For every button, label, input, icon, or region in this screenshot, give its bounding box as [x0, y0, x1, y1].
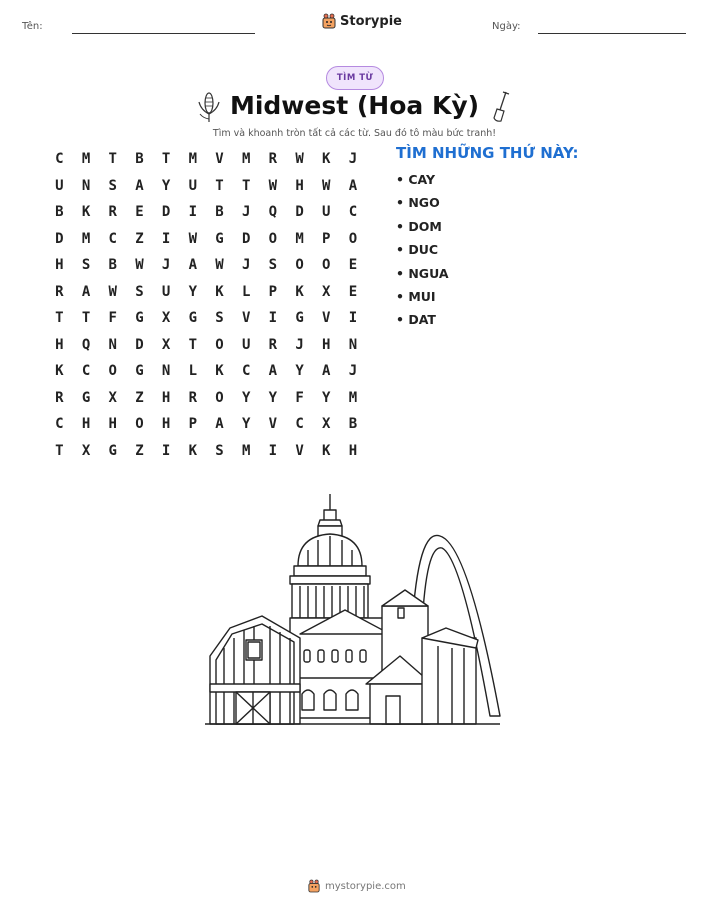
grid-cell[interactable]: T — [161, 151, 171, 168]
grid-cell[interactable]: S — [81, 257, 91, 274]
grid-cell[interactable]: R — [268, 336, 278, 353]
grid-cell[interactable]: R — [268, 151, 278, 168]
storypie-mascot-icon — [322, 13, 336, 29]
word-list-item: • DOM — [396, 218, 442, 234]
grid-cell[interactable]: G — [108, 442, 117, 459]
grid-cell[interactable]: P — [322, 230, 331, 247]
grid-cell[interactable]: J — [348, 151, 358, 168]
grid-cell[interactable]: V — [268, 416, 278, 433]
grid-cell[interactable]: M — [241, 442, 251, 459]
grid-cell[interactable]: H — [55, 257, 64, 274]
grid-cell[interactable]: T — [55, 310, 64, 327]
grid-cell[interactable]: K — [322, 151, 331, 168]
grid-cell[interactable]: P — [188, 416, 197, 433]
grid-cell[interactable]: V — [322, 310, 331, 327]
grid-cell[interactable]: R — [108, 204, 117, 221]
grid-cell[interactable]: M — [81, 151, 91, 168]
grid-cell[interactable]: S — [215, 310, 224, 327]
grid-cell[interactable]: J — [348, 363, 358, 380]
grid-cell[interactable]: H — [81, 416, 91, 433]
grid-cell[interactable]: G — [135, 310, 144, 327]
grid-cell[interactable]: V — [241, 310, 251, 327]
grid-cell[interactable]: V — [295, 442, 304, 459]
grid-cell[interactable]: H — [295, 177, 304, 194]
grid-cell[interactable]: G — [81, 389, 91, 406]
grid-cell[interactable]: L — [188, 363, 197, 380]
grid-cell[interactable]: R — [55, 283, 64, 300]
grid-cell[interactable]: Z — [135, 442, 144, 459]
grid-cell[interactable]: L — [241, 283, 251, 300]
grid-cell[interactable]: J — [241, 204, 251, 221]
grid-cell[interactable]: K — [215, 363, 224, 380]
grid-cell[interactable]: A — [215, 416, 224, 433]
grid-cell[interactable]: U — [241, 336, 251, 353]
word-list-item: • CAY — [396, 172, 436, 187]
grid-cell[interactable]: H — [108, 416, 117, 433]
grid-cell[interactable]: Y — [295, 363, 304, 380]
grid-cell[interactable]: M — [241, 151, 251, 168]
grid-cell[interactable]: T — [108, 151, 117, 168]
grid-cell[interactable]: Y — [188, 283, 197, 300]
grid-cell[interactable]: G — [215, 230, 224, 247]
grid-cell[interactable]: O — [322, 257, 331, 274]
grid-cell[interactable]: G — [135, 363, 144, 380]
grid-cell[interactable]: J — [295, 336, 304, 353]
grid-cell[interactable]: G — [295, 310, 304, 327]
grid-cell[interactable]: T — [55, 442, 64, 459]
name-label: Tên: — [22, 21, 43, 32]
grid-cell[interactable]: I — [268, 442, 278, 459]
grid-cell[interactable]: M — [81, 230, 91, 247]
grid-cell[interactable]: U — [322, 204, 331, 221]
grid-cell[interactable]: N — [81, 177, 91, 194]
instructions: Tìm và khoanh tròn tất cả các từ. Sau đó tô màu bức tranh! — [212, 128, 497, 139]
grid-cell[interactable]: I — [161, 230, 171, 247]
grid-cell[interactable]: D — [295, 204, 304, 221]
grid-cell[interactable]: X — [322, 416, 331, 433]
grid-cell[interactable]: Z — [135, 230, 144, 247]
grid-cell[interactable]: K — [322, 442, 331, 459]
grid-cell[interactable]: B — [215, 204, 224, 221]
grid-cell[interactable]: W — [135, 257, 144, 274]
shovel-icon — [490, 90, 512, 124]
word-list-item: • DAT — [396, 312, 436, 328]
grid-cell[interactable]: R — [55, 389, 64, 406]
grid-cell[interactable]: Y — [241, 416, 251, 433]
grid-cell[interactable]: H — [161, 389, 171, 406]
grid-cell[interactable]: I — [348, 310, 358, 327]
grid-cell[interactable]: C — [55, 416, 64, 433]
grid-cell[interactable]: Y — [241, 389, 251, 406]
grid-cell[interactable]: A — [348, 177, 358, 194]
grid-cell[interactable]: E — [348, 257, 358, 274]
page-title: Midwest (Hoa Kỳ) — [229, 91, 480, 120]
grid-cell[interactable]: H — [348, 442, 358, 459]
grid-cell[interactable]: I — [188, 204, 197, 221]
grid-cell[interactable]: W — [215, 257, 224, 274]
grid-cell[interactable]: D — [135, 336, 144, 353]
word-list-item: • NGO — [396, 195, 440, 211]
grid-cell[interactable]: D — [55, 230, 64, 247]
grid-cell[interactable]: Y — [161, 177, 171, 194]
grid-cell[interactable]: A — [322, 363, 331, 380]
grid-cell[interactable]: Z — [135, 389, 144, 406]
grid-cell[interactable]: S — [135, 283, 144, 300]
date-label: Ngày: — [492, 21, 521, 32]
grid-cell[interactable]: K — [215, 283, 224, 300]
grid-cell[interactable]: E — [348, 283, 358, 300]
grid-cell[interactable]: U — [188, 177, 197, 194]
storypie-mascot-icon — [308, 879, 320, 893]
grid-cell[interactable]: A — [188, 257, 197, 274]
grid-cell[interactable]: C — [108, 230, 117, 247]
footer — [308, 879, 406, 893]
grid-cell[interactable]: T — [215, 177, 224, 194]
grid-cell[interactable]: Y — [268, 389, 278, 406]
word-list-title: TÌM NHỮNG THỨ NÀY: — [396, 144, 579, 162]
grid-cell[interactable]: C — [348, 204, 358, 221]
grid-cell[interactable]: V — [215, 151, 224, 168]
word-list — [396, 171, 449, 335]
grid-cell[interactable]: K — [295, 283, 304, 300]
grid-cell[interactable]: N — [348, 336, 358, 353]
grid-cell[interactable]: B — [348, 416, 358, 433]
grid-cell[interactable]: B — [135, 151, 144, 168]
grid-cell[interactable]: G — [188, 310, 197, 327]
grid-cell[interactable]: S — [215, 442, 224, 459]
grid-cell[interactable]: O — [268, 230, 278, 247]
grid-cell[interactable]: N — [108, 336, 117, 353]
grid-cell[interactable]: Q — [81, 336, 91, 353]
grid-cell[interactable]: E — [135, 204, 144, 221]
grid-cell[interactable]: B — [55, 204, 64, 221]
grid-cell[interactable]: S — [108, 177, 117, 194]
grid-cell[interactable]: M — [348, 389, 358, 406]
grid-cell[interactable]: I — [161, 442, 171, 459]
grid-cell[interactable]: O — [215, 336, 224, 353]
grid-cell[interactable]: Q — [268, 204, 278, 221]
grid-cell[interactable]: C — [55, 151, 64, 168]
grid-cell[interactable]: O — [215, 389, 224, 406]
grid-cell[interactable]: H — [55, 336, 64, 353]
grid-cell[interactable]: B — [108, 257, 117, 274]
grid-cell[interactable]: K — [188, 442, 197, 459]
grid-cell[interactable]: X — [161, 336, 171, 353]
grid-cell[interactable]: C — [81, 363, 91, 380]
grid-cell[interactable]: W — [268, 177, 278, 194]
grid-cell[interactable]: J — [161, 257, 171, 274]
grid-cell[interactable]: O — [295, 257, 304, 274]
activity-badge: TÌM TỪ — [326, 66, 384, 90]
grid-cell[interactable]: T — [188, 336, 197, 353]
grid-cell[interactable]: X — [81, 442, 91, 459]
grid-cell[interactable]: H — [322, 336, 331, 353]
word-search-grid[interactable] — [46, 146, 366, 464]
footer-url: mystorypie.com — [325, 880, 406, 892]
grid-cell[interactable]: R — [188, 389, 197, 406]
grid-cell[interactable]: A — [268, 363, 278, 380]
grid-cell[interactable]: U — [55, 177, 64, 194]
grid-cell[interactable]: Y — [322, 389, 331, 406]
grid-cell[interactable]: T — [241, 177, 251, 194]
grid-cell[interactable]: J — [241, 257, 251, 274]
grid-cell[interactable]: F — [108, 310, 117, 327]
grid-cell[interactable]: C — [295, 416, 304, 433]
date-line[interactable] — [538, 33, 686, 34]
grid-cell[interactable]: O — [108, 363, 117, 380]
grid-cell[interactable]: X — [161, 310, 171, 327]
word-list-item: • NGUA — [396, 265, 449, 281]
word-list-item: • DUC — [396, 242, 439, 258]
grid-cell[interactable]: S — [268, 257, 278, 274]
word-list-item: • MUI — [396, 288, 436, 304]
grid-cell[interactable]: M — [188, 151, 197, 168]
grid-cell[interactable]: O — [348, 230, 358, 247]
grid-cell[interactable]: U — [161, 283, 171, 300]
grid-cell[interactable]: W — [188, 230, 197, 247]
grid-cell[interactable]: A — [81, 283, 91, 300]
brand-name: Storypie — [340, 13, 402, 29]
grid-cell[interactable]: O — [135, 416, 144, 433]
grid-cell[interactable]: X — [108, 389, 117, 406]
grid-cell[interactable]: M — [295, 230, 304, 247]
grid-cell[interactable]: N — [161, 363, 171, 380]
grid-cell[interactable]: P — [268, 283, 278, 300]
grid-cell[interactable]: D — [241, 230, 251, 247]
grid-cell[interactable]: F — [295, 389, 304, 406]
grid-cell[interactable]: K — [81, 204, 91, 221]
grid-cell[interactable]: W — [295, 151, 304, 168]
grid-cell[interactable]: W — [322, 177, 331, 194]
grid-cell[interactable]: X — [322, 283, 331, 300]
grid-cell[interactable]: D — [161, 204, 171, 221]
grid-cell[interactable]: C — [241, 363, 251, 380]
midwest-landmarks-illustration[interactable] — [200, 488, 510, 728]
brand-logo — [322, 13, 402, 29]
grid-cell[interactable]: A — [135, 177, 144, 194]
grid-cell[interactable]: H — [161, 416, 171, 433]
grid-cell[interactable]: T — [81, 310, 91, 327]
grid-cell[interactable]: K — [55, 363, 64, 380]
grid-cell[interactable]: W — [108, 283, 117, 300]
grid-cell[interactable]: I — [268, 310, 278, 327]
name-line[interactable] — [72, 33, 255, 34]
